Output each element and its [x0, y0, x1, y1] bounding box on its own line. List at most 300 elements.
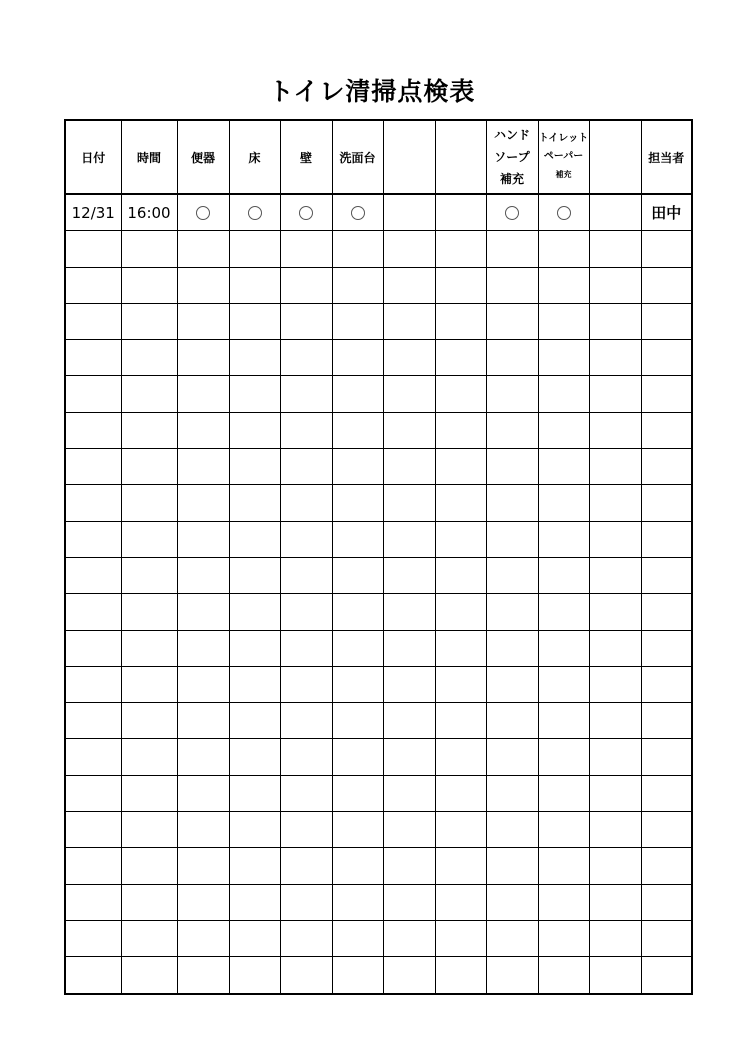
cell-staff[interactable]	[641, 884, 692, 920]
cell-toilet[interactable]	[177, 775, 229, 811]
cell-blank-1[interactable]	[383, 340, 435, 376]
cell-blank-2[interactable]	[435, 739, 486, 775]
cell-hand-soap[interactable]	[486, 267, 538, 303]
cell-time[interactable]	[121, 957, 177, 994]
cell-floor[interactable]	[229, 775, 280, 811]
cell-hand-soap[interactable]	[486, 666, 538, 702]
cell-staff[interactable]	[641, 303, 692, 339]
cell-blank-2[interactable]	[435, 376, 486, 412]
cell-date[interactable]	[65, 521, 121, 557]
cell-blank-2[interactable]	[435, 630, 486, 666]
cell-time[interactable]	[121, 376, 177, 412]
table-row	[65, 412, 692, 448]
cell-blank-1[interactable]	[383, 630, 435, 666]
cell-blank-1[interactable]	[383, 812, 435, 848]
cell-blank-3[interactable]	[589, 884, 641, 920]
cell-blank-3[interactable]	[589, 449, 641, 485]
cell-staff[interactable]	[641, 703, 692, 739]
table-row	[65, 231, 692, 267]
cell-time[interactable]	[121, 884, 177, 920]
header-toilet-paper	[538, 120, 589, 194]
cell-sink[interactable]	[332, 267, 383, 303]
cell-sink[interactable]	[332, 194, 383, 231]
cell-sink[interactable]	[332, 376, 383, 412]
cell-hand-soap[interactable]	[486, 775, 538, 811]
header-toilet-paper-line-2: ペーパー	[543, 151, 584, 162]
cell-date[interactable]	[65, 485, 121, 521]
cell-blank-2[interactable]	[435, 267, 486, 303]
header-blank-2	[435, 120, 486, 194]
cell-date[interactable]: 12/31	[65, 194, 121, 231]
cell-sink[interactable]	[332, 521, 383, 557]
cell-staff[interactable]	[641, 412, 692, 448]
cell-date[interactable]	[65, 340, 121, 376]
cell-blank-2[interactable]	[435, 412, 486, 448]
cell-blank-1[interactable]	[383, 703, 435, 739]
cell-toilet-paper[interactable]	[538, 303, 589, 339]
header-toilet-paper-line-1: トイレット	[538, 133, 589, 144]
cell-blank-3[interactable]	[589, 666, 641, 702]
header-hand-soap-line-3: 補充	[499, 172, 524, 186]
cell-floor[interactable]	[229, 848, 280, 884]
cell-toilet[interactable]	[177, 340, 229, 376]
cell-staff[interactable]	[641, 376, 692, 412]
cell-toilet-paper[interactable]	[538, 594, 589, 630]
cell-hand-soap[interactable]	[486, 739, 538, 775]
cell-blank-1[interactable]	[383, 303, 435, 339]
header-blank-1	[383, 120, 435, 194]
cell-date[interactable]	[65, 812, 121, 848]
table-row	[65, 703, 692, 739]
cell-wall[interactable]	[280, 884, 332, 920]
cell-wall[interactable]	[280, 812, 332, 848]
cell-staff[interactable]	[641, 666, 692, 702]
cell-staff[interactable]	[641, 340, 692, 376]
cell-toilet-paper[interactable]	[538, 739, 589, 775]
cell-staff[interactable]	[641, 630, 692, 666]
cell-sink[interactable]	[332, 630, 383, 666]
cell-toilet[interactable]	[177, 594, 229, 630]
cell-wall[interactable]	[280, 376, 332, 412]
cell-floor[interactable]	[229, 194, 280, 231]
cell-date[interactable]	[65, 957, 121, 994]
cell-time[interactable]	[121, 231, 177, 267]
cell-blank-2[interactable]	[435, 340, 486, 376]
cell-date[interactable]	[65, 739, 121, 775]
cell-blank-1[interactable]	[383, 485, 435, 521]
cell-time[interactable]	[121, 812, 177, 848]
cell-date[interactable]	[65, 630, 121, 666]
cell-toilet-paper[interactable]	[538, 485, 589, 521]
cell-blank-3[interactable]	[589, 775, 641, 811]
cell-sink[interactable]	[332, 303, 383, 339]
cell-hand-soap[interactable]	[486, 920, 538, 956]
cell-blank-2[interactable]	[435, 194, 486, 231]
cell-toilet[interactable]	[177, 267, 229, 303]
cell-wall[interactable]	[280, 557, 332, 593]
cell-blank-3[interactable]	[589, 920, 641, 956]
cell-blank-3[interactable]	[589, 412, 641, 448]
cell-blank-2[interactable]	[435, 303, 486, 339]
cell-staff[interactable]	[641, 231, 692, 267]
cell-toilet-paper[interactable]	[538, 703, 589, 739]
table-row	[65, 812, 692, 848]
cell-floor[interactable]	[229, 267, 280, 303]
cell-toilet[interactable]	[177, 848, 229, 884]
cell-time[interactable]	[121, 340, 177, 376]
header-blank-3	[589, 120, 641, 194]
cell-blank-3[interactable]	[589, 194, 641, 231]
cell-blank-3[interactable]	[589, 557, 641, 593]
table-row	[65, 957, 692, 994]
cell-blank-1[interactable]	[383, 666, 435, 702]
table-row	[65, 485, 692, 521]
cell-floor[interactable]	[229, 594, 280, 630]
cell-blank-1[interactable]	[383, 848, 435, 884]
cell-toilet[interactable]	[177, 884, 229, 920]
cell-blank-1[interactable]	[383, 412, 435, 448]
cell-toilet[interactable]	[177, 376, 229, 412]
cell-floor[interactable]	[229, 412, 280, 448]
table-row	[65, 666, 692, 702]
cell-toilet[interactable]	[177, 630, 229, 666]
cell-sink[interactable]	[332, 340, 383, 376]
cell-toilet[interactable]	[177, 666, 229, 702]
cell-time[interactable]	[121, 920, 177, 956]
cell-floor[interactable]	[229, 884, 280, 920]
cell-toilet-paper[interactable]	[538, 194, 589, 231]
cell-wall[interactable]	[280, 521, 332, 557]
cell-blank-2[interactable]	[435, 485, 486, 521]
table-row	[65, 848, 692, 884]
cell-staff[interactable]	[641, 557, 692, 593]
cell-date[interactable]	[65, 231, 121, 267]
cell-blank-1[interactable]	[383, 449, 435, 485]
cell-hand-soap[interactable]	[486, 303, 538, 339]
cell-toilet[interactable]	[177, 194, 229, 231]
cell-sink[interactable]	[332, 666, 383, 702]
cell-date[interactable]	[65, 267, 121, 303]
cell-time[interactable]	[121, 630, 177, 666]
cell-hand-soap[interactable]	[486, 231, 538, 267]
cell-date[interactable]	[65, 557, 121, 593]
cell-floor[interactable]	[229, 812, 280, 848]
cell-staff[interactable]	[641, 521, 692, 557]
cell-floor[interactable]	[229, 703, 280, 739]
cell-toilet-paper[interactable]	[538, 449, 589, 485]
cell-toilet[interactable]	[177, 521, 229, 557]
cell-toilet[interactable]	[177, 957, 229, 994]
cell-blank-1[interactable]	[383, 557, 435, 593]
cell-sink[interactable]	[332, 557, 383, 593]
cell-floor[interactable]	[229, 521, 280, 557]
cell-sink[interactable]	[332, 703, 383, 739]
cell-hand-soap[interactable]	[486, 412, 538, 448]
header-floor: 床	[229, 120, 280, 194]
cell-wall[interactable]	[280, 957, 332, 994]
cell-date[interactable]	[65, 594, 121, 630]
cell-floor[interactable]	[229, 231, 280, 267]
cell-toilet-paper[interactable]	[538, 666, 589, 702]
cell-staff[interactable]	[641, 848, 692, 884]
cell-blank-2[interactable]	[435, 666, 486, 702]
check-circle-icon	[196, 206, 210, 220]
cell-blank-2[interactable]	[435, 703, 486, 739]
cell-blank-2[interactable]	[435, 884, 486, 920]
cell-wall[interactable]	[280, 449, 332, 485]
cell-toilet[interactable]	[177, 812, 229, 848]
cell-blank-1[interactable]	[383, 376, 435, 412]
table-row	[65, 194, 692, 231]
cell-time[interactable]	[121, 557, 177, 593]
cell-wall[interactable]	[280, 703, 332, 739]
cell-wall[interactable]	[280, 594, 332, 630]
cell-sink[interactable]	[332, 848, 383, 884]
cell-date[interactable]	[65, 848, 121, 884]
cell-blank-1[interactable]	[383, 231, 435, 267]
cell-sink[interactable]	[332, 775, 383, 811]
cell-hand-soap[interactable]	[486, 557, 538, 593]
cell-floor[interactable]	[229, 957, 280, 994]
cell-toilet-paper[interactable]	[538, 340, 589, 376]
cell-toilet[interactable]	[177, 412, 229, 448]
header-hand-soap	[486, 120, 538, 194]
cell-time[interactable]	[121, 594, 177, 630]
cell-blank-1[interactable]	[383, 521, 435, 557]
cell-wall[interactable]	[280, 920, 332, 956]
cell-blank-3[interactable]	[589, 521, 641, 557]
cell-hand-soap[interactable]	[486, 630, 538, 666]
cell-toilet-paper[interactable]	[538, 267, 589, 303]
cell-wall[interactable]	[280, 340, 332, 376]
cell-wall[interactable]	[280, 231, 332, 267]
cell-time[interactable]	[121, 775, 177, 811]
cell-date[interactable]	[65, 303, 121, 339]
table-row	[65, 884, 692, 920]
cell-toilet[interactable]	[177, 231, 229, 267]
cell-staff[interactable]	[641, 920, 692, 956]
header-staff: 担当者	[641, 120, 692, 194]
header-wall: 壁	[280, 120, 332, 194]
cell-toilet[interactable]	[177, 920, 229, 956]
cell-sink[interactable]	[332, 449, 383, 485]
cell-toilet-paper[interactable]	[538, 521, 589, 557]
cell-sink[interactable]	[332, 812, 383, 848]
table-row	[65, 376, 692, 412]
header-hand-soap-line-1: ハンド	[493, 128, 530, 142]
cell-toilet[interactable]	[177, 557, 229, 593]
cell-time[interactable]	[121, 412, 177, 448]
cell-toilet-paper[interactable]	[538, 376, 589, 412]
cell-floor[interactable]	[229, 557, 280, 593]
cell-blank-3[interactable]	[589, 703, 641, 739]
cell-time[interactable]	[121, 521, 177, 557]
cell-hand-soap[interactable]	[486, 194, 538, 231]
cell-sink[interactable]	[332, 884, 383, 920]
cell-time[interactable]	[121, 485, 177, 521]
cell-blank-3[interactable]	[589, 340, 641, 376]
cell-time[interactable]: 16:00	[121, 194, 177, 231]
cell-date[interactable]	[65, 703, 121, 739]
cell-floor[interactable]	[229, 739, 280, 775]
cell-wall[interactable]	[280, 267, 332, 303]
cell-hand-soap[interactable]	[486, 521, 538, 557]
cell-staff[interactable]	[641, 594, 692, 630]
cell-wall[interactable]	[280, 194, 332, 231]
cell-sink[interactable]	[332, 231, 383, 267]
cell-time[interactable]	[121, 449, 177, 485]
cell-blank-2[interactable]	[435, 812, 486, 848]
cell-hand-soap[interactable]	[486, 848, 538, 884]
cell-blank-2[interactable]	[435, 521, 486, 557]
cell-toilet[interactable]	[177, 485, 229, 521]
header-toilet-paper-line-3: 補充	[555, 170, 572, 179]
cell-sink[interactable]	[332, 920, 383, 956]
cell-sink[interactable]	[332, 594, 383, 630]
cell-toilet[interactable]	[177, 739, 229, 775]
cell-blank-1[interactable]	[383, 884, 435, 920]
cell-toilet[interactable]	[177, 703, 229, 739]
cell-floor[interactable]	[229, 920, 280, 956]
cell-sink[interactable]	[332, 412, 383, 448]
cell-blank-1[interactable]	[383, 267, 435, 303]
cell-floor[interactable]	[229, 376, 280, 412]
cell-hand-soap[interactable]	[486, 594, 538, 630]
cell-blank-3[interactable]	[589, 303, 641, 339]
cell-blank-3[interactable]	[589, 231, 641, 267]
cell-date[interactable]	[65, 666, 121, 702]
cell-sink[interactable]	[332, 485, 383, 521]
cell-toilet-paper[interactable]	[538, 957, 589, 994]
cell-toilet-paper[interactable]	[538, 630, 589, 666]
cell-wall[interactable]	[280, 848, 332, 884]
cell-staff[interactable]	[641, 485, 692, 521]
cell-blank-1[interactable]	[383, 920, 435, 956]
cell-date[interactable]	[65, 449, 121, 485]
cell-time[interactable]	[121, 848, 177, 884]
cell-wall[interactable]	[280, 303, 332, 339]
cell-date[interactable]	[65, 412, 121, 448]
cell-toilet-paper[interactable]	[538, 231, 589, 267]
cell-hand-soap[interactable]	[486, 449, 538, 485]
cell-blank-2[interactable]	[435, 594, 486, 630]
table-row	[65, 557, 692, 593]
cell-time[interactable]	[121, 703, 177, 739]
cell-toilet-paper[interactable]	[538, 920, 589, 956]
cell-floor[interactable]	[229, 449, 280, 485]
table-row	[65, 739, 692, 775]
cell-staff[interactable]	[641, 775, 692, 811]
header-date: 日付	[65, 120, 121, 194]
cell-toilet-paper[interactable]	[538, 412, 589, 448]
cell-hand-soap[interactable]	[486, 340, 538, 376]
cell-time[interactable]	[121, 666, 177, 702]
cell-blank-3[interactable]	[589, 848, 641, 884]
cell-time[interactable]	[121, 303, 177, 339]
cell-blank-3[interactable]	[589, 630, 641, 666]
cell-blank-1[interactable]	[383, 775, 435, 811]
cell-blank-2[interactable]	[435, 775, 486, 811]
table-body	[65, 194, 692, 994]
table-row	[65, 267, 692, 303]
table-row	[65, 594, 692, 630]
cell-date[interactable]	[65, 376, 121, 412]
cell-blank-3[interactable]	[589, 594, 641, 630]
cell-hand-soap[interactable]	[486, 376, 538, 412]
cell-toilet[interactable]	[177, 449, 229, 485]
cell-toilet-paper[interactable]	[538, 884, 589, 920]
cell-time[interactable]	[121, 267, 177, 303]
cell-blank-1[interactable]	[383, 957, 435, 994]
cell-time[interactable]	[121, 739, 177, 775]
cell-wall[interactable]	[280, 775, 332, 811]
cell-date[interactable]	[65, 920, 121, 956]
cell-staff[interactable]	[641, 449, 692, 485]
cell-hand-soap[interactable]	[486, 812, 538, 848]
cell-staff[interactable]	[641, 739, 692, 775]
cell-hand-soap[interactable]	[486, 703, 538, 739]
cell-staff[interactable]	[641, 957, 692, 994]
cell-blank-3[interactable]	[589, 267, 641, 303]
table-row	[65, 920, 692, 956]
cell-blank-2[interactable]	[435, 557, 486, 593]
cell-floor[interactable]	[229, 303, 280, 339]
cell-blank-3[interactable]	[589, 812, 641, 848]
cell-toilet-paper[interactable]	[538, 557, 589, 593]
cell-date[interactable]	[65, 884, 121, 920]
cell-staff[interactable]: 田中	[641, 194, 692, 231]
cleaning-checklist-table	[64, 119, 693, 995]
cell-blank-3[interactable]	[589, 739, 641, 775]
header-time: 時間	[121, 120, 177, 194]
cell-floor[interactable]	[229, 666, 280, 702]
cell-wall[interactable]	[280, 666, 332, 702]
cell-blank-3[interactable]	[589, 957, 641, 994]
cell-blank-3[interactable]	[589, 376, 641, 412]
cell-date[interactable]	[65, 775, 121, 811]
cell-hand-soap[interactable]	[486, 884, 538, 920]
cell-staff[interactable]	[641, 267, 692, 303]
cell-toilet-paper[interactable]	[538, 775, 589, 811]
cell-hand-soap[interactable]	[486, 957, 538, 994]
cell-blank-2[interactable]	[435, 449, 486, 485]
cell-floor[interactable]	[229, 630, 280, 666]
cell-blank-1[interactable]	[383, 194, 435, 231]
cell-blank-1[interactable]	[383, 594, 435, 630]
table-row	[65, 521, 692, 557]
cell-staff[interactable]	[641, 812, 692, 848]
cell-floor[interactable]	[229, 485, 280, 521]
cell-wall[interactable]	[280, 630, 332, 666]
cell-sink[interactable]	[332, 957, 383, 994]
cell-blank-2[interactable]	[435, 957, 486, 994]
cell-blank-3[interactable]	[589, 485, 641, 521]
cell-blank-2[interactable]	[435, 920, 486, 956]
cell-blank-2[interactable]	[435, 231, 486, 267]
cell-toilet[interactable]	[177, 303, 229, 339]
cell-wall[interactable]	[280, 485, 332, 521]
cell-blank-2[interactable]	[435, 848, 486, 884]
check-circle-icon	[351, 206, 365, 220]
cell-wall[interactable]	[280, 739, 332, 775]
cell-sink[interactable]	[332, 739, 383, 775]
cell-hand-soap[interactable]	[486, 485, 538, 521]
cell-floor[interactable]	[229, 340, 280, 376]
cell-toilet-paper[interactable]	[538, 848, 589, 884]
cell-wall[interactable]	[280, 412, 332, 448]
cell-blank-1[interactable]	[383, 739, 435, 775]
cell-toilet-paper[interactable]	[538, 812, 589, 848]
